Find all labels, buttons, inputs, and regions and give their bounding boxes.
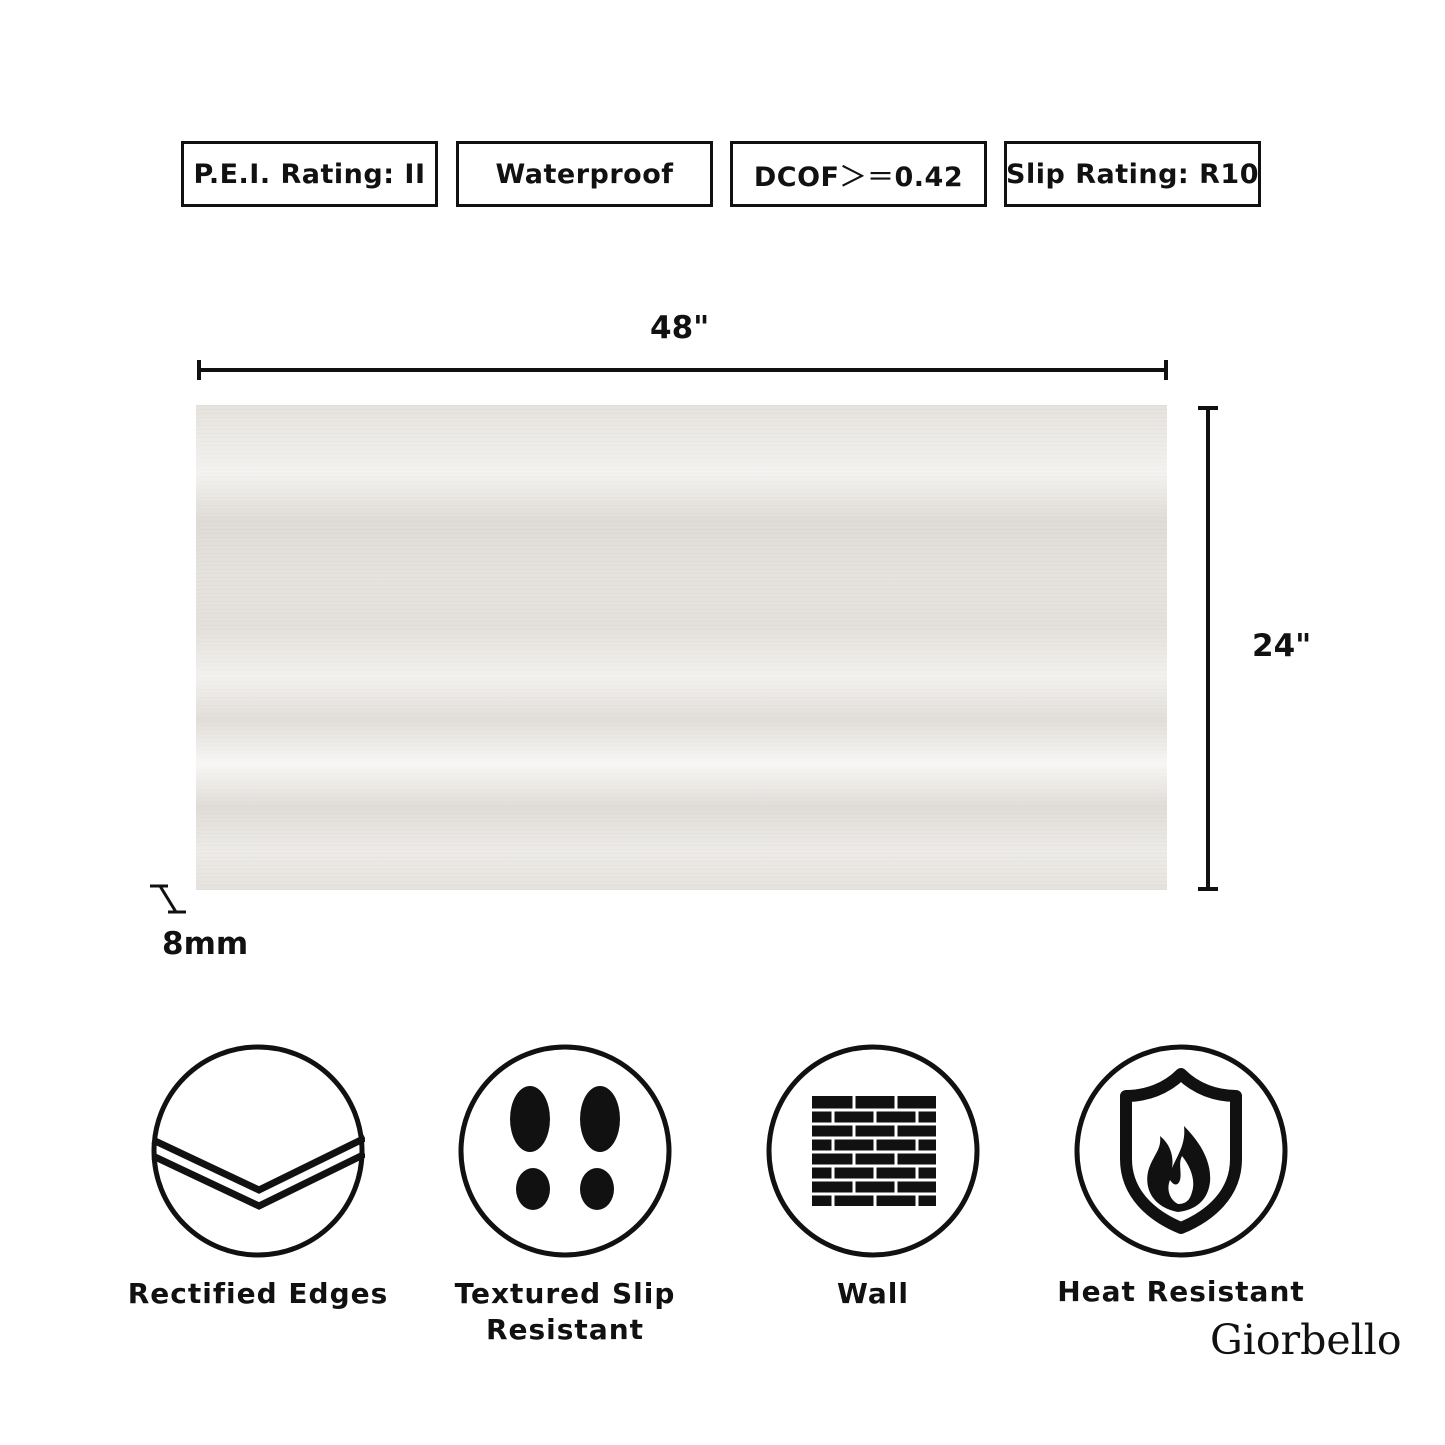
textured-slip-label-line1: Textured Slip [454, 1277, 676, 1310]
thickness-label: 8mm [162, 926, 249, 962]
brand-logo: Giorbello [1210, 1316, 1402, 1364]
dcof-badge: DCOF＞＝0.42 [730, 141, 987, 207]
width-label: 48" [650, 310, 710, 346]
height-dimension-line [1196, 405, 1220, 892]
rectified-edges-label: Rectified Edges [127, 1277, 389, 1310]
fire-shield-icon [1074, 1044, 1288, 1258]
pei-rating-badge: P.E.I. Rating: II [181, 141, 438, 207]
textured-slip-label-line2: Resistant [485, 1313, 645, 1346]
waterproof-badge: Waterproof [456, 141, 713, 207]
tile-image [196, 405, 1167, 890]
slip-rating-badge: Slip Rating: R10 [1004, 141, 1261, 207]
footprints-icon [458, 1044, 672, 1258]
thickness-icon [148, 882, 192, 918]
width-dimension-line [195, 358, 1171, 382]
brick-wall-icon [766, 1044, 980, 1258]
rectified-edges-icon [151, 1044, 365, 1258]
wall-label: Wall [837, 1277, 909, 1310]
heat-resistant-label: Heat Resistant [1057, 1275, 1305, 1308]
height-label: 24" [1252, 628, 1312, 664]
